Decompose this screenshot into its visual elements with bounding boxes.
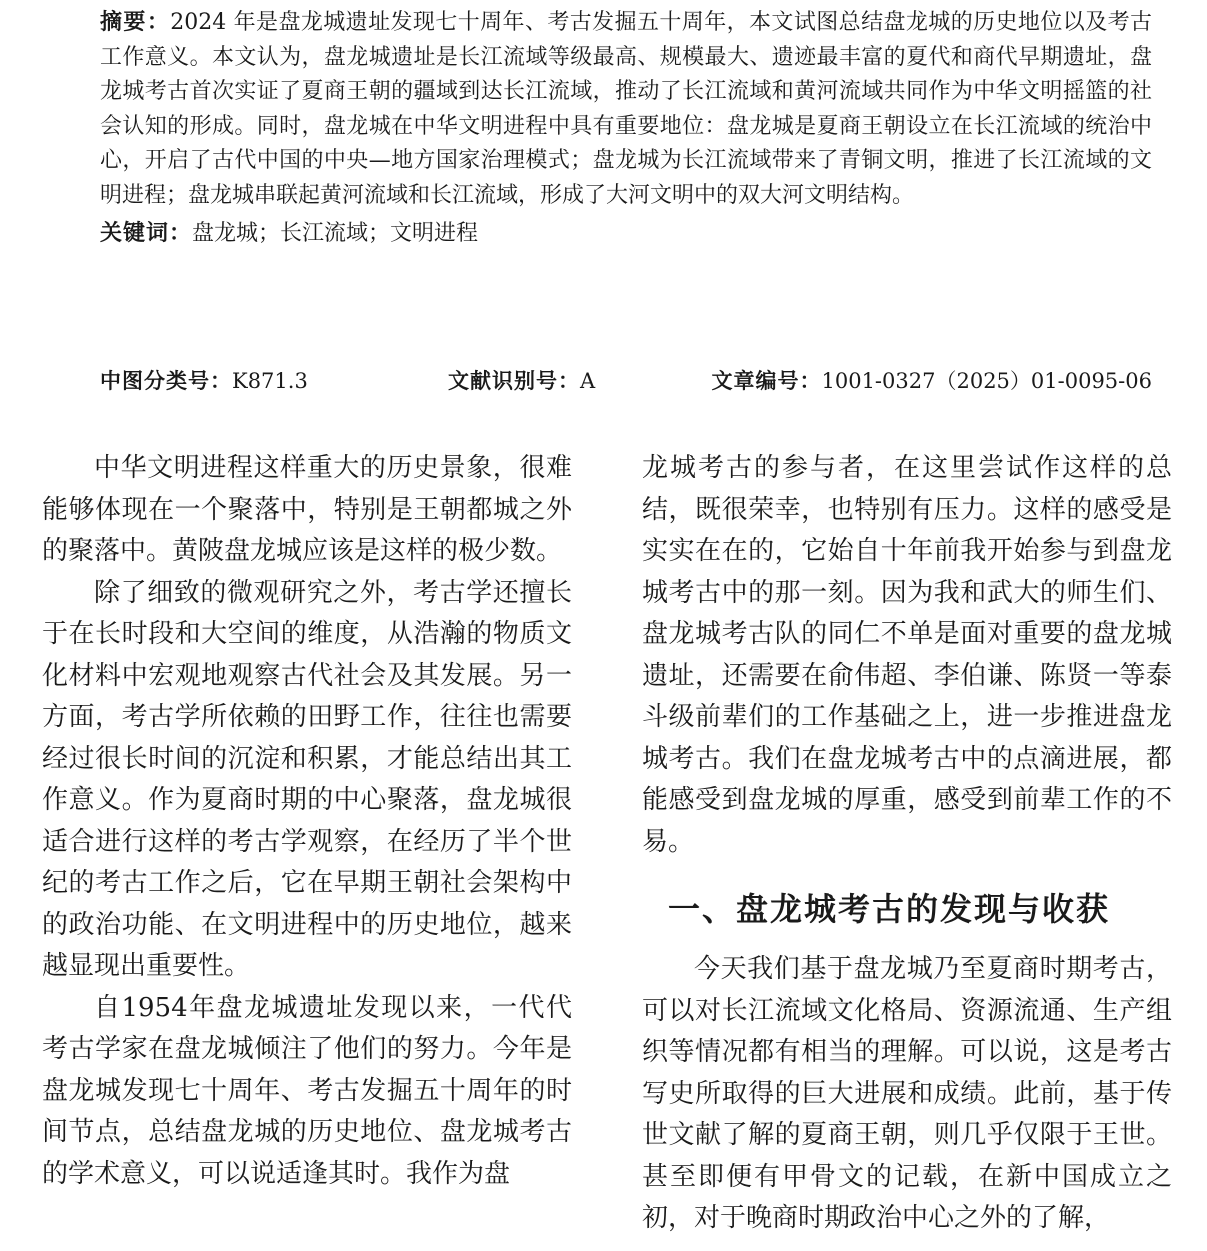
body-paragraph: 中华文明进程这样重大的历史景象，很难能够体现在一个聚落中，特别是王朝都城之外的聚落中。黄陂盘龙城应该是这样的极少数。: [42, 453, 572, 566]
metadata-row: [100, 364, 1152, 398]
section-heading: 一、盘龙城考古的发现与收获: [668, 890, 1111, 928]
keywords-label: 关键词：: [100, 221, 193, 246]
article-number: [711, 364, 1152, 398]
document-code-value: A: [580, 369, 596, 393]
classification-number: [100, 364, 308, 398]
abstract-text: 2024 年是盘龙城遗址发现七十周年、考古发掘五十周年，本文试图总结盘龙城的历史地位以及考古工作意义。本文认为，盘龙城遗址是长江流域等级最高、规模最大、遗迹最丰富的夏代和商代早期遗址，盘龙城考古首次实证了夏商王朝的疆域到达长江流域，推动了长江流域和黄河流域共同作为中华文明摇篮的社会认知的形成。同时，盘龙城在中华文明进程中具有重要地位：盘龙城是夏商王朝设立在长江流域的统治中心，开启了古代中国的中央—地方国家治理模式；盘龙城为长江流域带来了青铜文明，推进了长江流域的文明进程；盘龙城串联起黄河流域和长江流域，形成了大河文明中的双大河文明结构。: [100, 10, 1152, 208]
body-paragraph: 今天我们基于盘龙城乃至夏商时期考古，可以对长江流域文化格局、资源流通、生产组织等情况都有相当的理解。可以说，这是考古写史所取得的巨大进展和成绩。此前，基于传世文献了解的夏商王朝，则几乎仅限于王世。甚至即便有甲骨文的记载，在新中国成立之初，对于晚商时期政治中心之外的了解，: [642, 954, 1172, 1233]
abstract-paragraph: [100, 6, 1152, 213]
abstract-block: [100, 6, 1152, 252]
article-number-label: 文章编号：: [711, 369, 822, 393]
article-number-value: 1001-0327（2025）01-0095-06: [821, 369, 1152, 393]
abstract-label: 摘要：: [100, 10, 171, 35]
body-paragraph: 除了细致的微观研究之外，考古学还擅长于在长时段和大空间的维度，从浩瀚的物质文化材料中宏观地观察古代社会及其发展。另一方面，考古学所依赖的田野工作，往往也需要经过很长时间的沉淀和积累，才能总结出其工作意义。作为夏商时期的中心聚落，盘龙城很适合进行这样的考古学观察，在经历了半个世纪的考古工作之后，它在早期王朝社会架构中的政治功能、在文明进程中的历史地位，越来越显现出重要性。: [42, 577, 572, 981]
classification-label: 中图分类号：: [100, 369, 232, 393]
document-code: [448, 364, 595, 398]
keywords-text: 盘龙城；长江流域；文明进程: [192, 221, 479, 246]
classification-value: K871.3: [232, 369, 308, 393]
keywords-line: [100, 217, 1152, 252]
body-column-right: [642, 448, 1172, 1240]
body-column-left: [42, 448, 572, 1195]
document-code-label: 文献识别号：: [448, 369, 580, 393]
body-paragraph: 自1954年盘龙城遗址发现以来，一代代考古学家在盘龙城倾注了他们的努力。今年是盘龙城发现七十周年、考古发掘五十周年的时间节点，总结盘龙城的历史地位、盘龙城考古的学术意义，可以说适逢其时。我作为盘: [42, 992, 572, 1189]
body-paragraph-continuation: 龙城考古的参与者，在这里尝试作这样的总结，既很荣幸，也特别有压力。这样的感受是实实在在的，它始自十年前我开始参与到盘龙城考古中的那一刻。因为我和武大的师生们、盘龙城考古队的同仁不单是面对重要的盘龙城遗址，还需要在俞伟超、李伯谦、陈贤一等泰斗级前辈们的工作基础之上，进一步推进盘龙城考古。我们在盘龙城考古中的点滴进展，都能感受到盘龙城的厚重，感受到前辈工作的不易。: [642, 453, 1172, 857]
